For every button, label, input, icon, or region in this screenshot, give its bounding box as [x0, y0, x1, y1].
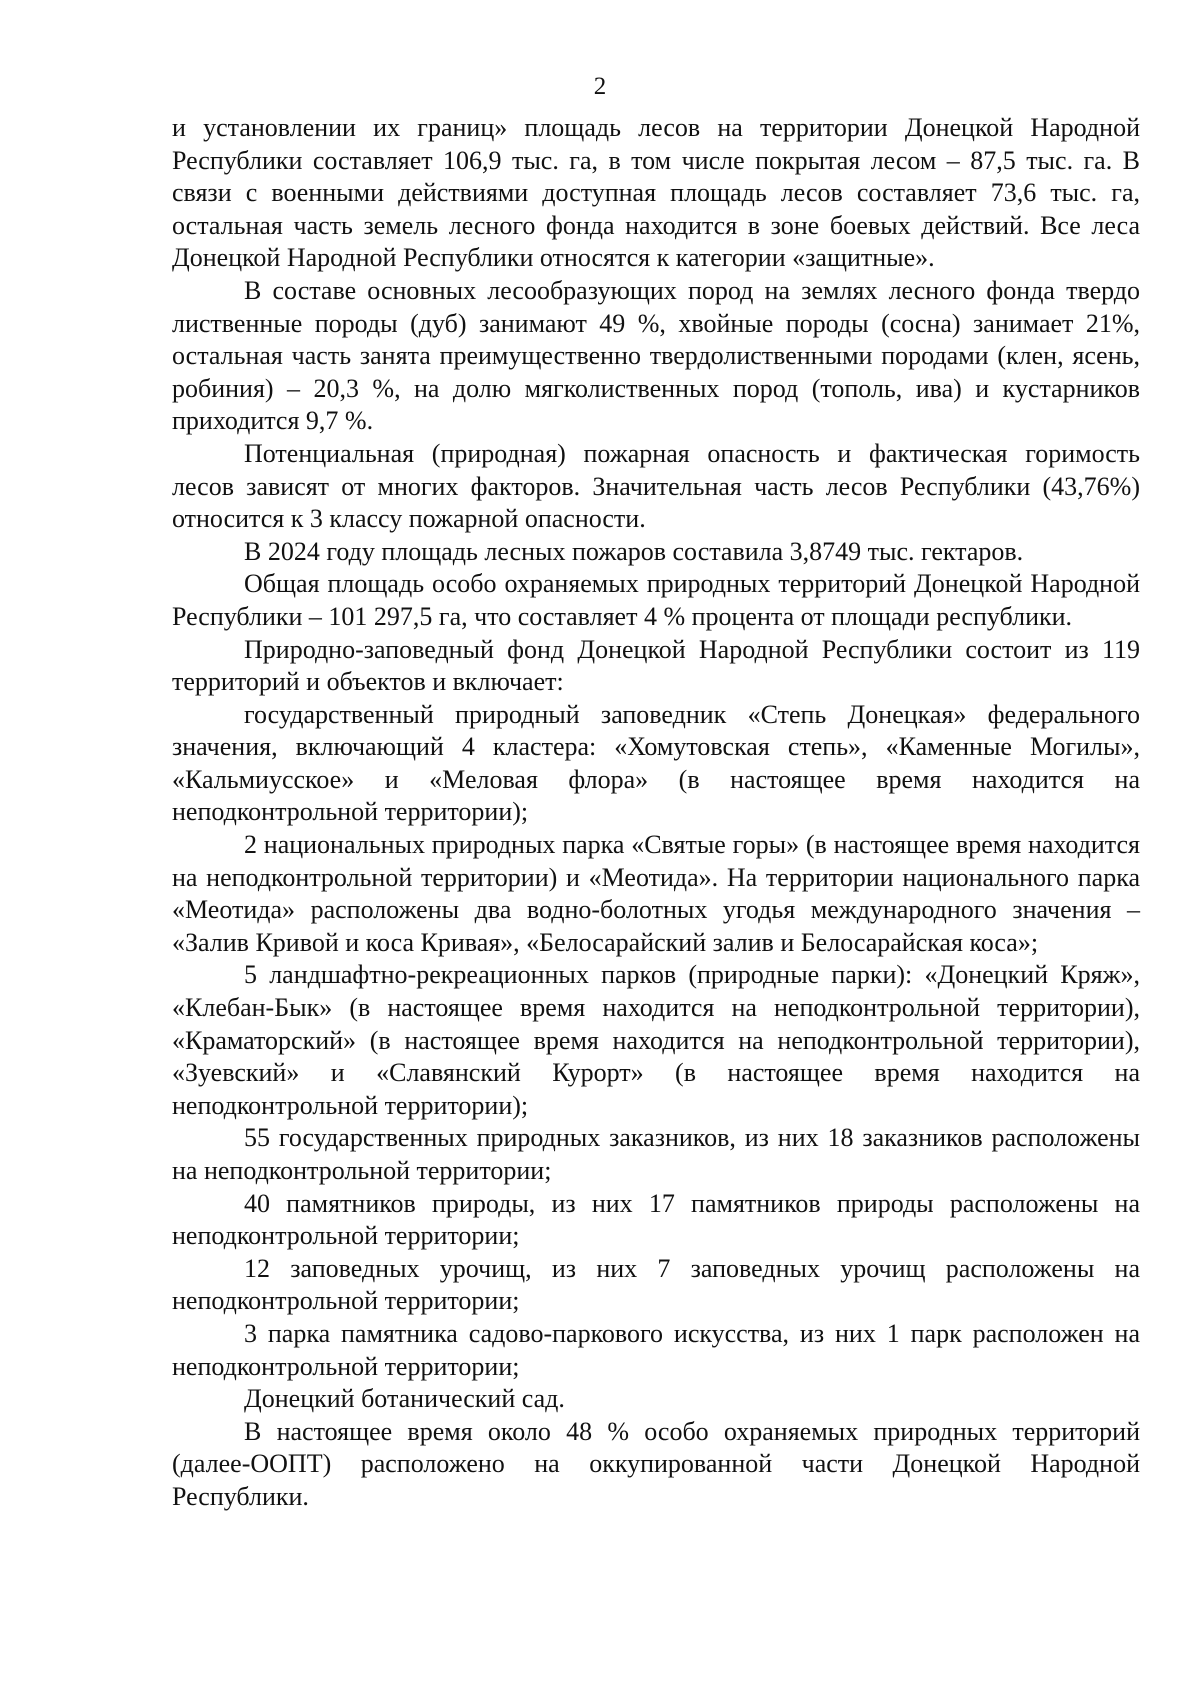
list-item-botanical-garden: Донецкий ботанический сад.: [244, 1384, 565, 1414]
list-item-national-parks: 2 национальных природных парка «Святые горы» (в настоящее время находится на неподконтрольной территории) и «Меотида». На территории национального парка «Меотида» расположены два водно-болотных угодья международного значения – «Залив Кривой и коса Кривая», «Белосарайский залив и Белосарайская коса»;: [172, 830, 1140, 957]
paragraph-fires-2024: В 2024 году площадь лесных пожаров составила 3,8749 тыс. гектаров.: [244, 536, 1024, 566]
paragraph-protected-area-total: Общая площадь особо охраняемых природных территорий Донецкой Народной Республики – 101 297,5 га, что составляет 4 % процента от площади республики.: [172, 569, 1140, 631]
paragraph-forest-area: и установлении их границ» площадь лесов на территории Донецкой Народной Республики составляет 106,9 тыс. га, в том числе покрытая лесом – 87,5 тыс. га. В связи с военными действиями доступная площадь лесов составляет 73,6 тыс. га, остальная часть земель лесного фонда находится в зоне боевых действий. Все леса Донецкой Народной Республики относятся к категории «защитные».: [172, 113, 1140, 273]
paragraph-occupied-share: В настоящее время около 48 % особо охраняемых природных территорий (далее-ООПТ) расположено на оккупированной части Донецкой Народной Республики.: [172, 1416, 1140, 1511]
list-item-protected-tracts: 12 заповедных урочищ, из них 7 заповедных урочищ расположены на неподконтрольной территории;: [172, 1253, 1140, 1316]
list-item-landscape-parks: 5 ландшафтно-рекреационных парков (природные парки): «Донецкий Кряж», «Клебан-Бык» (в настоящее время находится на неподконтрольной территории), «Краматорский» (в настоящее время находится на неподконтрольной территории), «Зуевский» и «Славянский Курорт» (в настоящее время находится на неподконтрольной территории);: [172, 960, 1140, 1120]
paragraph-tree-species: В составе основных лесообразующих пород на землях лесного фонда твердо лиственные породы (дуб) занимают 49 %, хвойные породы (сосна) занимает 21%, остальная часть занята преимущественно твердолиственными породами (клен, ясень, робиния) – 20,3 %, на долю мягколиственных пород (тополь, ива) и кустарников приходится 9,7 %.: [172, 275, 1140, 436]
document-body: [172, 112, 1140, 1514]
paragraph-fire-hazard: Потенциальная (природная) пожарная опасность и фактическая горимость лесов зависят от многих факторов. Значительная часть лесов Республики (43,76%) относится к 3 классу пожарной опасности.: [172, 438, 1140, 534]
list-item-garden-parks: 3 парка памятника садово-паркового искусства, из них 1 парк расположен на неподконтрольной территории;: [172, 1318, 1140, 1381]
list-item-natural-monuments: 40 памятников природы, из них 17 памятников природы расположены на неподконтрольной территории;: [172, 1188, 1140, 1251]
list-item-nature-reserve: государственный природный заповедник «Степь Донецкая» федерального значения, включающий 4 кластера: «Хомутовская степь», «Каменные Могилы», «Кальмиусское» и «Меловая флора» (в настоящее время находится на неподконтрольной территории);: [172, 699, 1140, 827]
page-number: 2: [593, 73, 607, 100]
paragraph-reserve-fund: Природно-заповедный фонд Донецкой Народной Республики состоит из 119 территорий и объектов и включает:: [172, 634, 1140, 697]
list-item-sanctuaries: 55 государственных природных заказников, из них 18 заказников расположены на неподконтрольной территории;: [172, 1123, 1140, 1185]
